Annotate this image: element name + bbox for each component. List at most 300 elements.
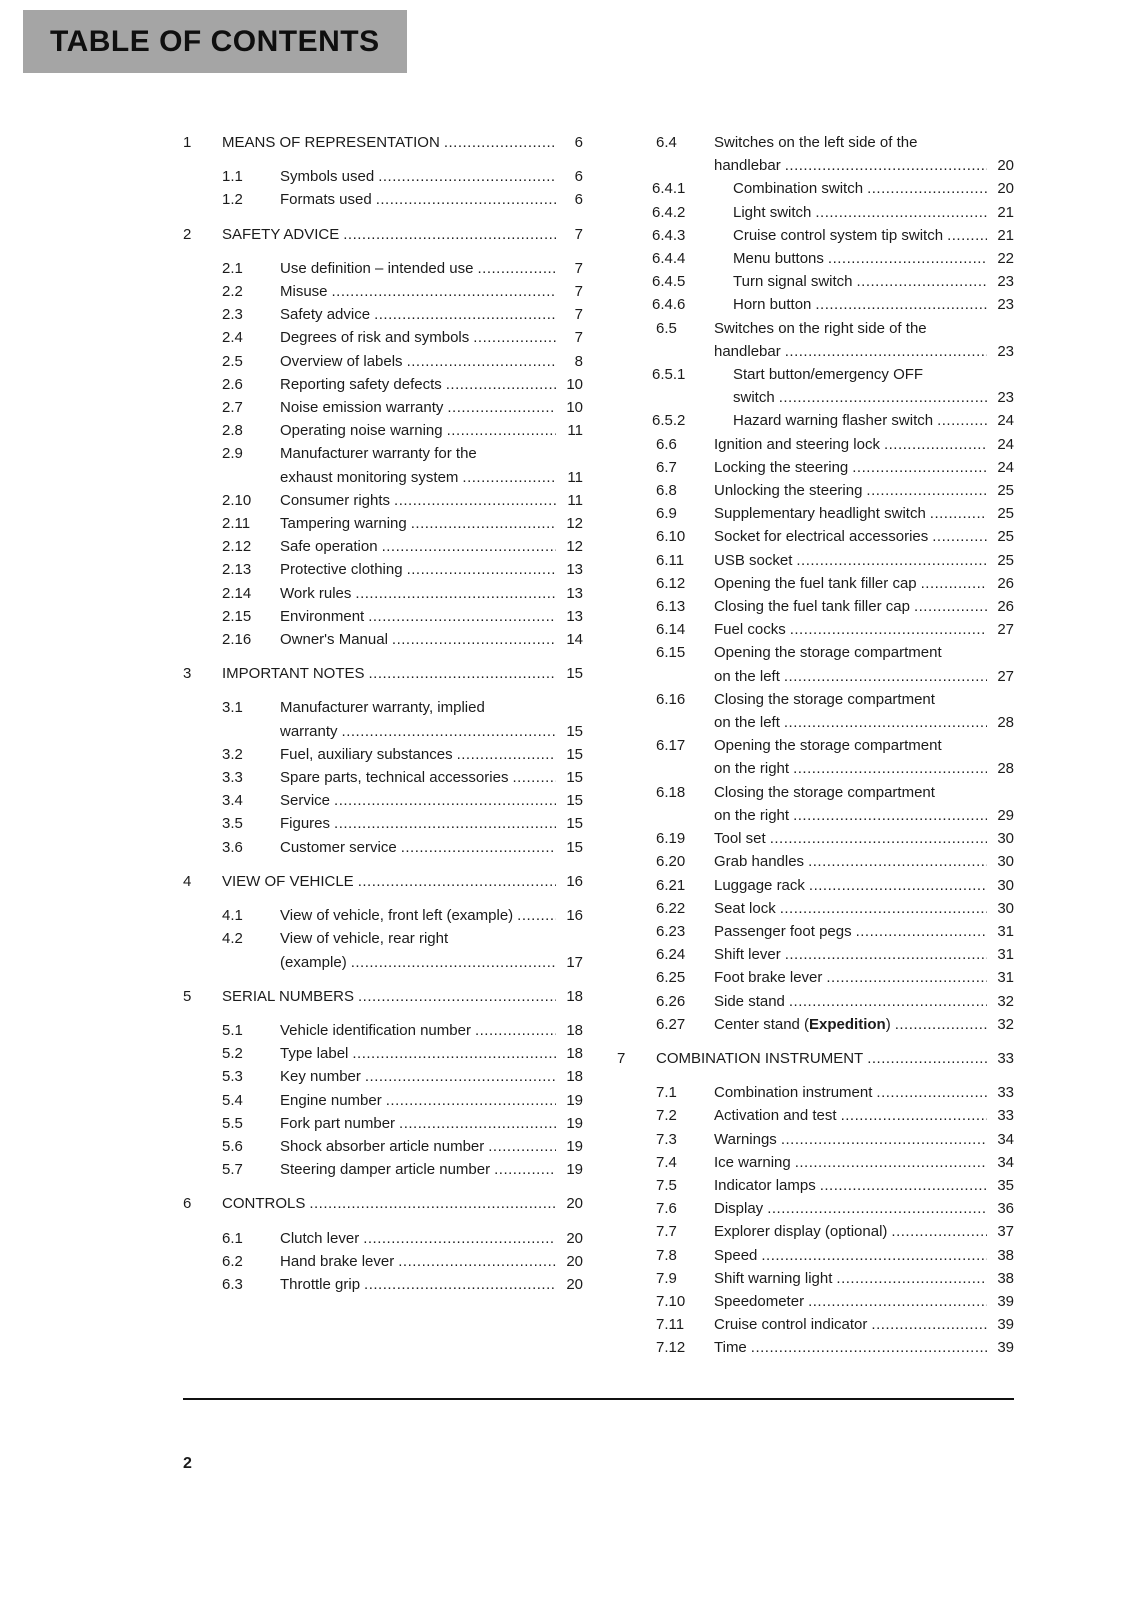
entry-number: 5.6 <box>222 1137 243 1155</box>
entry-leader-dots <box>368 605 556 628</box>
entry-page-number: 37 <box>997 1223 1014 1241</box>
entry-leader-dots <box>857 270 988 293</box>
entry-title: Center stand (Expedition) <box>714 1015 891 1033</box>
entry-page-number: 19 <box>566 1161 583 1179</box>
entry-title: Manufacturer warranty for the <box>280 445 477 463</box>
entry-page-number: 25 <box>997 551 1014 569</box>
toc-entry <box>183 870 583 893</box>
entry-leader-dots <box>444 131 556 154</box>
toc-entry <box>183 696 583 742</box>
entry-leader-dots <box>809 874 987 897</box>
entry-leader-dots <box>358 985 556 1008</box>
entry-title: Ignition and steering lock <box>714 435 880 453</box>
entry-page-number: 23 <box>997 296 1014 314</box>
entry-number: 6.25 <box>656 969 686 987</box>
entry-title: Environment <box>280 607 365 625</box>
entry-page-number: 13 <box>566 607 583 625</box>
entry-title: Figures <box>280 815 331 833</box>
entry-title: Use definition – intended use <box>280 259 474 277</box>
entry-leader-dots <box>761 1244 987 1267</box>
entry-title: Grab handles <box>714 853 805 871</box>
entry-number: 5.4 <box>222 1091 243 1109</box>
entry-title: Protective clothing <box>280 561 403 579</box>
entry-leader-dots <box>779 386 987 409</box>
entry-leader-dots <box>494 1158 556 1181</box>
entry-title: Speed <box>714 1246 758 1264</box>
entry-number: 2.7 <box>222 399 243 417</box>
entry-number: 2.12 <box>222 538 252 556</box>
entry-title: Manufacturer warranty, implied <box>280 699 485 717</box>
toc-entry <box>183 131 583 154</box>
toc-entry <box>183 512 583 535</box>
toc-entry <box>183 789 583 812</box>
entry-title: Degrees of risk and symbols <box>280 329 470 347</box>
entry-leader-dots <box>767 1197 987 1220</box>
entry-leader-dots <box>867 177 987 200</box>
toc-entry <box>183 419 583 442</box>
entry-leader-dots <box>355 582 556 605</box>
entry-title: Fork part number <box>280 1114 396 1132</box>
entry-leader-dots <box>876 1081 987 1104</box>
entry-number: 6.5.2 <box>652 412 686 430</box>
entry-page-number: 15 <box>566 838 583 856</box>
entry-leader-dots <box>785 154 987 177</box>
entry-page-number: 21 <box>997 226 1014 244</box>
entry-number: 7.7 <box>656 1223 677 1241</box>
entry-number: 6.9 <box>656 505 677 523</box>
entry-title: VIEW OF VEHICLE <box>222 872 354 890</box>
entry-number: 7.9 <box>656 1269 677 1287</box>
entry-number: 2.9 <box>222 445 243 463</box>
entry-leader-dots <box>808 1290 987 1313</box>
entry-number: 3.6 <box>222 838 243 856</box>
toc-entry <box>617 1174 1014 1197</box>
footer-divider <box>183 1398 1014 1400</box>
entry-leader-dots <box>820 1174 987 1197</box>
entry-number: 1.1 <box>222 168 243 186</box>
entry-page-number: 6 <box>574 191 583 209</box>
entry-title: View of vehicle, rear right <box>280 930 449 948</box>
page-header <box>23 10 407 73</box>
entry-title: Turn signal switch <box>733 273 853 291</box>
entry-number: 6.24 <box>656 946 686 964</box>
entry-leader-dots <box>815 201 987 224</box>
entry-title: Safety advice <box>280 306 371 324</box>
entry-leader-dots <box>789 990 987 1013</box>
toc-entry <box>183 927 583 973</box>
entry-title: Hand brake lever <box>280 1252 395 1270</box>
entry-leader-dots <box>793 804 987 827</box>
entry-leader-dots <box>856 920 987 943</box>
toc-entry <box>617 1197 1014 1220</box>
toc-entry <box>183 280 583 303</box>
entry-page-number: 39 <box>997 1316 1014 1334</box>
entry-page-number: 10 <box>566 375 583 393</box>
entry-page-number: 18 <box>566 1045 583 1063</box>
entry-page-number: 12 <box>566 515 583 533</box>
entry-leader-dots <box>369 662 556 685</box>
entry-title: Activation and test <box>714 1107 837 1125</box>
entry-leader-dots <box>399 1112 556 1135</box>
entry-leader-dots <box>796 549 987 572</box>
entry-number: 6.4.3 <box>652 226 686 244</box>
entry-number: 7.5 <box>656 1176 677 1194</box>
entry-leader-dots <box>343 223 556 246</box>
entry-page-number: 16 <box>566 872 583 890</box>
entry-page-number: 22 <box>997 250 1014 268</box>
toc-entry <box>617 1128 1014 1151</box>
entry-title: Hazard warning flasher switch <box>733 412 934 430</box>
toc-entry <box>183 1192 583 1215</box>
toc-entry <box>617 641 1014 687</box>
entry-page-number: 26 <box>997 598 1014 616</box>
entry-title: Display <box>714 1200 764 1218</box>
entry-page-number: 10 <box>566 399 583 417</box>
entry-page-number: 23 <box>997 273 1014 291</box>
entry-page-number: 23 <box>997 389 1014 407</box>
entry-page-number: 23 <box>997 342 1014 360</box>
entry-number: 2.10 <box>222 491 252 509</box>
entry-number: 2.15 <box>222 607 252 625</box>
entry-number: 6.4 <box>656 134 677 151</box>
entry-title: Socket for electrical accessories <box>714 528 929 546</box>
entry-number: 3.2 <box>222 745 243 763</box>
toc-entry <box>617 525 1014 548</box>
entry-leader-dots <box>457 743 556 766</box>
entry-page-number: 11 <box>567 422 583 440</box>
entry-leader-dots <box>793 757 987 780</box>
entry-page-number: 20 <box>997 180 1014 198</box>
entry-title: Fuel cocks <box>714 621 786 639</box>
entry-title: Opening the storage compartment <box>714 644 942 662</box>
entry-page-number: 16 <box>566 907 583 925</box>
toc-entry <box>183 188 583 211</box>
toc-entry <box>617 572 1014 595</box>
toc-entry <box>183 1250 583 1273</box>
entry-number: 2.2 <box>222 283 243 301</box>
entry-page-number: 25 <box>997 528 1014 546</box>
entry-page-number: 8 <box>574 352 583 370</box>
toc-entry <box>617 247 1014 270</box>
entry-page-number: 17 <box>566 953 583 971</box>
entry-leader-dots <box>376 188 556 211</box>
entry-title: Side stand <box>714 992 785 1010</box>
entry-number: 7.3 <box>656 1130 677 1148</box>
entry-page-number: 20 <box>566 1195 583 1213</box>
entry-page-number: 24 <box>997 435 1014 453</box>
toc-entry <box>617 479 1014 502</box>
entry-number: 2.3 <box>222 306 243 324</box>
entry-title: Shift warning light <box>714 1269 833 1287</box>
entry-title: Opening the storage compartment <box>714 737 942 755</box>
entry-number: 6.4.6 <box>652 296 686 314</box>
entry-leader-dots <box>364 1273 556 1296</box>
entry-page-number: 13 <box>566 584 583 602</box>
entry-number: 6.23 <box>656 922 686 940</box>
entry-leader-dots <box>780 897 987 920</box>
entry-title: Work rules <box>280 584 352 602</box>
entry-number: 6.17 <box>656 737 686 755</box>
toc-entry <box>617 1151 1014 1174</box>
entry-leader-dots <box>930 502 987 525</box>
entry-title: Spare parts, technical accessories <box>280 769 509 787</box>
entry-number: 3.1 <box>222 699 243 717</box>
entry-number: 6.20 <box>656 853 686 871</box>
toc-entry <box>183 766 583 789</box>
toc-entry <box>183 904 583 927</box>
toc-entry <box>183 662 583 685</box>
entry-title: Type label <box>280 1045 349 1063</box>
entry-page-number: 26 <box>997 574 1014 592</box>
entry-leader-dots <box>866 479 987 502</box>
entry-title: handlebar <box>714 157 781 175</box>
entry-number: 2.16 <box>222 631 252 649</box>
entry-leader-dots <box>828 247 987 270</box>
entry-number: 6.26 <box>656 992 686 1010</box>
toc-entry <box>617 224 1014 247</box>
toc-entry <box>183 628 583 651</box>
toc-entry <box>617 293 1014 316</box>
entry-title: Owner's Manual <box>280 631 388 649</box>
entry-leader-dots <box>386 1089 556 1112</box>
toc-entry <box>617 688 1014 734</box>
entry-title: Warnings <box>714 1130 777 1148</box>
entry-number: 7.11 <box>656 1316 685 1334</box>
entry-leader-dots <box>795 1151 987 1174</box>
entry-page-number: 12 <box>566 538 583 556</box>
entry-page-number: 19 <box>566 1137 583 1155</box>
entry-page-number: 15 <box>566 722 583 740</box>
entry-number: 6.19 <box>656 830 686 848</box>
toc-entry <box>617 1336 1014 1359</box>
toc-entry <box>617 734 1014 780</box>
entry-leader-dots <box>334 812 556 835</box>
toc-column <box>183 131 583 1296</box>
toc-entry <box>183 223 583 246</box>
toc-entry <box>183 326 583 349</box>
entry-number: 1.2 <box>222 191 243 209</box>
entry-title: on the left <box>714 714 780 732</box>
toc-entry <box>617 409 1014 432</box>
toc-entry <box>617 1267 1014 1290</box>
entry-leader-dots <box>947 224 987 247</box>
entry-number: 2.8 <box>222 422 243 440</box>
entry-title: Combination switch <box>733 180 864 198</box>
entry-number: 7.6 <box>656 1200 677 1218</box>
toc-entry <box>617 1047 1014 1070</box>
toc-entry <box>617 1313 1014 1336</box>
entry-page-number: 7 <box>574 225 583 243</box>
entry-leader-dots <box>332 280 556 303</box>
entry-number: 5 <box>183 987 192 1005</box>
toc-entry <box>617 781 1014 827</box>
entry-title: Closing the storage compartment <box>714 690 935 708</box>
entry-leader-dots <box>309 1192 556 1215</box>
entry-leader-dots <box>770 827 987 850</box>
entry-title: Supplementary headlight switch <box>714 505 926 523</box>
entry-leader-dots <box>891 1220 987 1243</box>
toc-entry <box>183 1089 583 1112</box>
entry-title: Consumer rights <box>280 491 391 509</box>
toc-entry <box>617 201 1014 224</box>
entry-leader-dots <box>785 340 987 363</box>
entry-title: Vehicle identification number <box>280 1021 471 1039</box>
entry-number: 3 <box>183 665 192 683</box>
entry-number: 6.8 <box>656 482 677 500</box>
toc-entry <box>183 165 583 188</box>
entry-leader-dots <box>342 720 556 743</box>
toc-entry <box>183 1227 583 1250</box>
toc-entry <box>617 1290 1014 1313</box>
entry-page-number: 33 <box>997 1107 1014 1125</box>
entry-number: 1 <box>183 134 192 151</box>
entry-title: Light switch <box>733 203 812 221</box>
entry-leader-dots <box>784 665 987 688</box>
entry-leader-dots <box>411 512 556 535</box>
toc-entry <box>183 1158 583 1181</box>
toc-entry <box>617 456 1014 479</box>
toc-entry <box>617 1220 1014 1243</box>
entry-title: Locking the steering <box>714 458 849 476</box>
toc-entry <box>617 850 1014 873</box>
entry-title: Explorer display (optional) <box>714 1223 888 1241</box>
entry-leader-dots <box>932 525 987 548</box>
toc-entry <box>183 836 583 859</box>
entry-number: 6.4.2 <box>652 203 686 221</box>
entry-leader-dots <box>352 1042 556 1065</box>
entry-page-number: 30 <box>997 853 1014 871</box>
entry-page-number: 6 <box>574 134 583 151</box>
entry-leader-dots <box>447 419 556 442</box>
entry-title: exhaust monitoring system <box>280 468 459 486</box>
entry-title: Unlocking the steering <box>714 482 863 500</box>
entry-number: 6.4.1 <box>652 180 686 198</box>
entry-leader-dots <box>446 373 556 396</box>
entry-title: CONTROLS <box>222 1195 306 1213</box>
entry-page-number: 21 <box>997 203 1014 221</box>
page-number: 2 <box>183 1455 192 1472</box>
entry-number: 3.5 <box>222 815 243 833</box>
toc-entry <box>183 373 583 396</box>
toc-entry <box>617 502 1014 525</box>
toc-entry <box>617 874 1014 897</box>
toc-entry <box>183 1019 583 1042</box>
entry-title: Start button/emergency OFF <box>733 366 924 384</box>
toc-entry <box>617 131 1014 177</box>
entry-number: 6.4.4 <box>652 250 686 268</box>
entry-page-number: 32 <box>997 1015 1014 1033</box>
toc-entry <box>183 1042 583 1065</box>
toc-entry <box>617 943 1014 966</box>
entry-title: on the right <box>714 760 790 778</box>
entry-number: 2.6 <box>222 375 243 393</box>
toc-entry <box>617 433 1014 456</box>
entry-title: USB socket <box>714 551 793 569</box>
entry-title: Switches on the right side of the <box>714 319 927 337</box>
entry-number: 2.4 <box>222 329 243 347</box>
entry-page-number: 32 <box>997 992 1014 1010</box>
entry-number: 7.8 <box>656 1246 677 1264</box>
entry-number: 6.4.5 <box>652 273 686 291</box>
entry-number: 4 <box>183 872 192 890</box>
toc-entry <box>617 1244 1014 1267</box>
entry-number: 5.3 <box>222 1068 243 1086</box>
entry-title: Shift lever <box>714 946 781 964</box>
entry-page-number: 20 <box>997 157 1014 175</box>
entry-page-number: 36 <box>997 1200 1014 1218</box>
entry-title: Horn button <box>733 296 812 314</box>
entry-title: Operating noise warning <box>280 422 443 440</box>
toc-entry <box>617 827 1014 850</box>
entry-leader-dots <box>785 943 987 966</box>
entry-leader-dots <box>841 1104 987 1127</box>
toc-entry <box>183 350 583 373</box>
entry-number: 4.2 <box>222 930 243 948</box>
entry-title: Foot brake lever <box>714 969 823 987</box>
entry-title: Luggage rack <box>714 876 805 894</box>
entry-number: 7.4 <box>656 1153 677 1171</box>
entry-leader-dots <box>852 456 987 479</box>
entry-page-number: 20 <box>566 1275 583 1293</box>
toc-entry <box>183 582 583 605</box>
entry-page-number: 15 <box>566 665 583 683</box>
toc-entry <box>183 558 583 581</box>
entry-leader-dots <box>374 303 556 326</box>
entry-page-number: 33 <box>997 1084 1014 1102</box>
entry-page-number: 6 <box>574 168 583 186</box>
entry-page-number: 18 <box>566 987 583 1005</box>
toc-entry <box>183 812 583 835</box>
entry-title: Steering damper article number <box>280 1161 491 1179</box>
entry-number: 6.1 <box>222 1229 243 1247</box>
toc-entry <box>183 605 583 628</box>
entry-title: Closing the fuel tank filler cap <box>714 598 910 616</box>
entry-page-number: 18 <box>566 1021 583 1039</box>
entry-page-number: 38 <box>997 1269 1014 1287</box>
entry-leader-dots <box>884 433 987 456</box>
toc-entry <box>617 920 1014 943</box>
entry-page-number: 30 <box>997 876 1014 894</box>
entry-page-number: 11 <box>567 491 583 509</box>
entry-number: 6.7 <box>656 458 677 476</box>
entry-leader-dots <box>473 326 556 349</box>
entry-number: 2.5 <box>222 352 243 370</box>
entry-leader-dots <box>867 1047 987 1070</box>
entry-page-number: 18 <box>566 1068 583 1086</box>
entry-page-number: 27 <box>997 621 1014 639</box>
entry-number: 6.12 <box>656 574 686 592</box>
entry-number: 7.12 <box>656 1339 686 1357</box>
entry-title: COMBINATION INSTRUMENT <box>656 1049 864 1067</box>
entry-number: 3.4 <box>222 792 243 810</box>
entry-number: 6.21 <box>656 876 686 894</box>
entry-number: 6.27 <box>656 1015 686 1033</box>
entry-page-number: 7 <box>574 283 583 301</box>
entry-title: IMPORTANT NOTES <box>222 665 365 683</box>
toc-entry <box>617 595 1014 618</box>
entry-page-number: 39 <box>997 1292 1014 1310</box>
entry-title: Noise emission warranty <box>280 399 444 417</box>
entry-title: Menu buttons <box>733 250 824 268</box>
entry-title: Clutch lever <box>280 1229 360 1247</box>
entry-page-number: 34 <box>997 1130 1014 1148</box>
entry-leader-dots <box>488 1135 556 1158</box>
entry-title: Shock absorber article number <box>280 1137 485 1155</box>
entry-title: Cruise control system tip switch <box>733 226 944 244</box>
entry-number: 6 <box>183 1195 192 1213</box>
toc-column <box>617 131 1014 1360</box>
entry-page-number: 19 <box>566 1091 583 1109</box>
